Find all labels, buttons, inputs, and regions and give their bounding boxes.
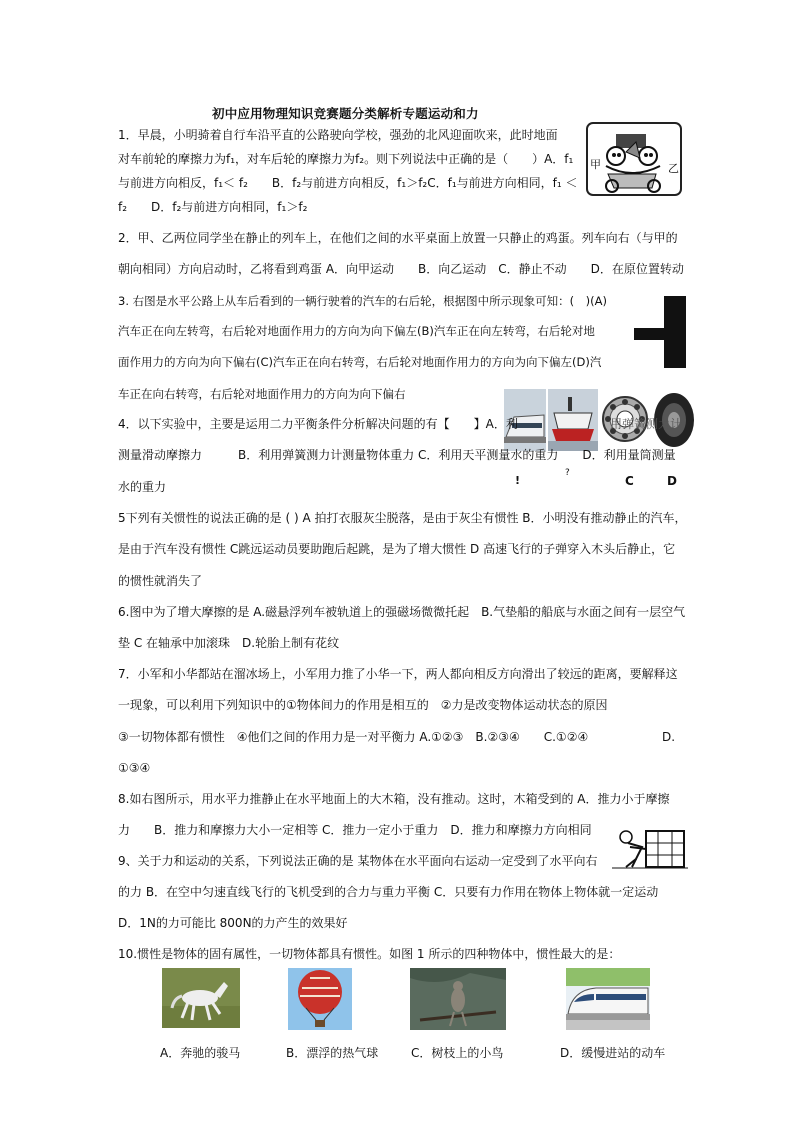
fig-label-c: C bbox=[625, 474, 634, 488]
q7-line-3-option-d: D. bbox=[662, 730, 676, 744]
q6-line-1: 6.图中为了增大摩擦的是 A.磁悬浮列车被轨道上的强磁场微微托起 B.气垫船的船底与水面之间有一层空气 bbox=[118, 605, 686, 619]
label-yi: 乙 bbox=[668, 162, 679, 175]
hovercraft-photo bbox=[548, 389, 598, 451]
q1-line-4: f₂ D．f₂与前进方向相同，f₁＞f₂ bbox=[118, 200, 308, 214]
q9-line-1: 9、关于力和运动的关系，下列说法正确的是 某物体在水平面向右运动一定受到了水平向右 bbox=[118, 854, 598, 868]
q2-line-2: 朝向相同）方向启动时，乙将看到鸡蛋 A．向甲运动 B．向乙运动 C．静止不动 D．在原位置转动 bbox=[118, 262, 684, 276]
q3-line-1: 3. 右图是水平公路上从车后看到的一辆行驶着的汽车的右后轮，根据图中所示现象可知：( )(A) bbox=[118, 294, 607, 308]
q5-line-2: 是由于汽车没有惯性 C跳远运动员要助跑后起跳，是为了增大惯性 D 高速飞行的子弹穿入木头后静止，它 bbox=[118, 542, 676, 556]
caption-d: D．缓慢进站的动车 bbox=[560, 1046, 666, 1060]
q5-line-1: 5下列有关惯性的说法正确的是 ( ) A 拍打衣服灰尘脱落，是由于灰尘有惯性 B．小明没有推动静止的汽车， bbox=[118, 511, 687, 525]
fig-label-d: D bbox=[667, 474, 677, 488]
caption-b: B．漂浮的热气球 bbox=[286, 1046, 379, 1060]
fig-mark-b: ? bbox=[565, 468, 570, 478]
hot-air-balloon-photo bbox=[288, 968, 352, 1030]
label-jia: 甲 bbox=[590, 158, 601, 171]
rear-wheel-image bbox=[624, 296, 686, 368]
q8-line-1: 8.如右图所示，用水平力推静止在水平地面上的大木箱，没有推动。这时，木箱受到的 A．推力小于摩擦 bbox=[118, 792, 670, 806]
caption-a: A．奔驰的骏马 bbox=[160, 1046, 241, 1060]
fig-mark-a: ! bbox=[515, 474, 521, 487]
q3-line-3: 面作用力的方向为向下偏右(C)汽车正在向右转弯，右后轮对地面作用力的方向为向下偏左(D)汽 bbox=[118, 355, 602, 369]
q4-line-1: 4．以下实验中，主要是运用二力平衡条件分析解决问题的有【 】A．利 bbox=[118, 417, 518, 431]
q3-line-2: 汽车正在向左转弯，右后轮对地面作用力的方向为向下偏左(B)汽车正在向左转弯，右后轮对地 bbox=[118, 324, 595, 338]
q8-line-2: 力 B．推力和摩擦力大小一定相等 C．推力一定小于重力 D．推力和摩擦力方向相同 bbox=[118, 823, 592, 837]
caption-c: C．树枝上的小鸟 bbox=[411, 1046, 504, 1060]
q7-line-3: ③一切物体都有惯性 ④他们之间的作用力是一对平衡力 A.①②③ B.②③④ C.①②④ bbox=[118, 730, 589, 744]
q1-line-2: 对车前轮的摩擦力为f₁，对车后轮的摩擦力为f₂。则下列说法中正确的是（ ）A．f₁ bbox=[118, 152, 574, 166]
q5-line-3: 的惯性就消失了 bbox=[118, 574, 203, 588]
bird-on-branch-photo bbox=[410, 968, 506, 1030]
page-title: 初中应用物理知识竞赛题分类解析专题运动和力 bbox=[212, 106, 479, 121]
q4-line-1-tail: 用弹簧测力计 bbox=[610, 417, 683, 431]
q7-line-1: 7．小军和小华都站在溜冰场上，小军用力推了小华一下，两人都向相反方向滑出了较远的距离，要解释这 bbox=[118, 667, 678, 681]
q7-line-4: ①③④ bbox=[118, 761, 151, 775]
q2-line-1: 2．甲、乙两位同学坐在静止的列车上，在他们之间的水平桌面上放置一只静止的鸡蛋。列车向右（与甲的 bbox=[118, 231, 678, 245]
bicycle-cartoon-image bbox=[586, 122, 682, 196]
q9-line-2: 的力 B．在空中匀速直线飞行的飞机受到的合力与重力平衡 C．只要有力作用在物体上物体就一定运动 bbox=[118, 885, 659, 899]
bullet-train-photo bbox=[566, 968, 650, 1030]
q4-line-2: 测量滑动摩擦力 B．利用弹簧测力计测量物体重力 C．利用天平测量水的重力 D．利用量筒测量 bbox=[118, 448, 676, 462]
q10-line-1: 10.惯性是物体的固有属性，一切物体都具有惯性。如图 1 所示的四种物体中，惯性最大的是： bbox=[118, 947, 621, 961]
q6-line-2: 垫 C 在轴承中加滚珠 D.轮胎上制有花纹 bbox=[118, 636, 340, 650]
q1-line-1: 1．早晨，小明骑着自行车沿平直的公路驶向学校，强劲的北风迎面吹来，此时地面 bbox=[118, 128, 558, 142]
q9-line-3: D．1N的力可能比 800N的力产生的效果好 bbox=[118, 916, 348, 930]
q3-line-4: 车正在向右转弯，右后轮对地面作用力的方向为向下偏右 bbox=[118, 387, 406, 401]
q1-line-3: 与前进方向相反，f₁＜ f₂ B．f₂与前进方向相反，f₁＞f₂C．f₁与前进方向相同，f₁ ＜ bbox=[118, 176, 578, 190]
push-box-cartoon-image bbox=[612, 825, 688, 869]
q7-line-2: 一现象，可以利用下列知识中的①物体间力的作用是相互的 ②力是改变物体运动状态的原因 bbox=[118, 698, 608, 712]
horse-photo bbox=[162, 968, 240, 1028]
q4-line-3: 水的重力 bbox=[118, 480, 167, 494]
